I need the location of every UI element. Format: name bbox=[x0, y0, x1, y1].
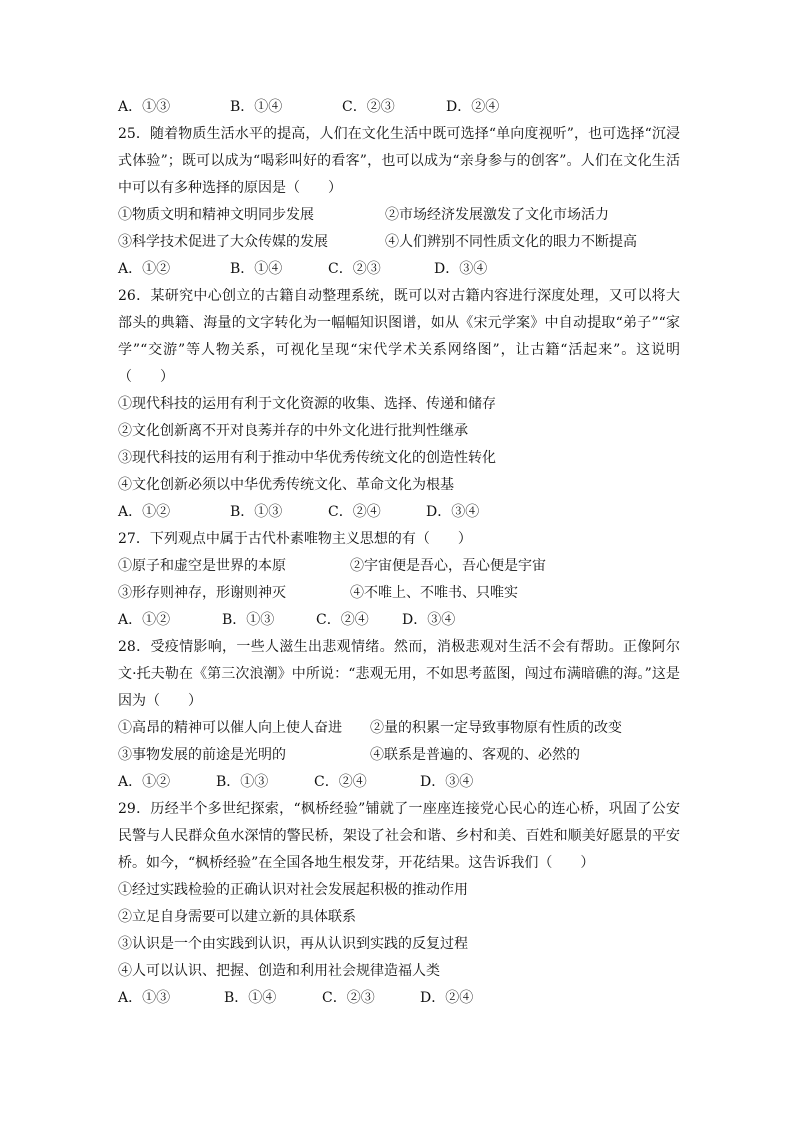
choice-b: B．①③ bbox=[230, 504, 283, 520]
options-row bbox=[118, 202, 680, 229]
choice-c: C．②④ bbox=[316, 612, 369, 628]
options-row bbox=[118, 742, 680, 769]
choice-b: B．①③ bbox=[222, 612, 275, 628]
option-3: ③事物发展的前途是光明的 bbox=[118, 747, 286, 763]
choice-a: A．①② bbox=[118, 261, 171, 277]
choice-d: D．③④ bbox=[420, 774, 474, 790]
question-stem: 25．随着物质生活水平的提高，人们在文化生活中既可选择“单向度视听”，也可选择“沉浸式体验”；既可以成为“喝彩叫好的看客”，也可以成为“亲身参与的创客”。人们在文化生活中可以有多种选择的原因是（ ） bbox=[118, 126, 680, 196]
choice-d: D．③④ bbox=[434, 261, 488, 277]
exam-page bbox=[118, 94, 680, 1012]
option-4: ④不唯上、不唯书、只唯实 bbox=[350, 585, 518, 601]
option-1: ①经过实践检验的正确认识对社会发展起积极的推动作用 bbox=[118, 882, 468, 898]
choice-c: C．②④ bbox=[314, 774, 367, 790]
question-29 bbox=[118, 796, 680, 1012]
answer-choices bbox=[118, 256, 680, 283]
options-row bbox=[118, 229, 680, 256]
choice-d: D．②④ bbox=[420, 990, 474, 1006]
options-row bbox=[118, 553, 680, 580]
answer-choices bbox=[118, 607, 680, 634]
question-26 bbox=[118, 283, 680, 526]
option-4: ④人可以认识、把握、创造和利用社会规律造福人类 bbox=[118, 963, 440, 979]
choice-a: A．①② bbox=[118, 774, 171, 790]
option-4: ④人们辨别不同性质文化的眼力不断提高 bbox=[385, 234, 637, 250]
answer-choices bbox=[118, 985, 680, 1012]
option-2: ②市场经济发展激发了文化市场活力 bbox=[385, 207, 609, 223]
choice-a: A．①③ bbox=[118, 990, 171, 1006]
answer-choices bbox=[118, 499, 680, 526]
q24-choices bbox=[118, 94, 680, 121]
option-2: ②宇宙便是吾心，吾心便是宇宙 bbox=[350, 558, 546, 574]
choice-b: B．①③ bbox=[216, 774, 269, 790]
question-27 bbox=[118, 526, 680, 634]
option-1: ①现代科技的运用有利于文化资源的收集、选择、传递和储存 bbox=[118, 396, 496, 412]
option-4: ④联系是普遍的、客观的、必然的 bbox=[370, 747, 580, 763]
option-2: ②量的积累一定导致事物原有性质的改变 bbox=[370, 720, 622, 736]
choice-c: C．②③ bbox=[342, 99, 395, 115]
choice-c: C．②④ bbox=[328, 504, 381, 520]
choice-b: B．①④ bbox=[230, 261, 283, 277]
choice-b: B．①④ bbox=[230, 99, 283, 115]
option-2: ②立足自身需要可以建立新的具体联系 bbox=[118, 909, 356, 925]
choice-b: B．①④ bbox=[224, 990, 277, 1006]
choice-d: D．③④ bbox=[426, 504, 480, 520]
question-stem: 26．某研究中心创立的古籍自动整理系统，既可以对古籍内容进行深度处理，又可以将大部头的典籍、海量的文字转化为一幅幅知识图谱，如从《宋元学案》中自动提取“弟子”“家学”“交游”等人物关系，可视化呈现“宋代学术关系网络图”，让古籍“活起来”。这说明（ ） bbox=[118, 288, 680, 385]
choice-a: A．①③ bbox=[118, 99, 171, 115]
question-28 bbox=[118, 634, 680, 796]
choice-a: A．①② bbox=[118, 504, 171, 520]
question-25 bbox=[118, 121, 680, 283]
option-1: ①高昂的精神可以催人向上使人奋进 bbox=[118, 720, 342, 736]
question-stem: 29．历经半个多世纪探索，“枫桥经验”铺就了一座座连接党心民心的连心桥，巩固了公安民警与人民群众鱼水深情的警民桥，架设了社会和谐、乡村和美、百姓和顺美好愿景的平安桥。如今，“枫桥经验”在全国各地生根发芽，开花结果。这告诉我们（ ） bbox=[118, 801, 680, 871]
choice-a: A．①② bbox=[118, 612, 171, 628]
option-3: ③现代科技的运用有利于推动中华优秀传统文化的创造性转化 bbox=[118, 450, 496, 466]
option-1: ①物质文明和精神文明同步发展 bbox=[118, 207, 314, 223]
option-3: ③认识是一个由实践到认识，再从认识到实践的反复过程 bbox=[118, 936, 468, 952]
option-3: ③形存则神存，形谢则神灭 bbox=[118, 585, 286, 601]
option-2: ②文化创新离不开对良莠并存的中外文化进行批判性继承 bbox=[118, 423, 468, 439]
options-row bbox=[118, 715, 680, 742]
option-4: ④文化创新必须以中华优秀传统文化、革命文化为根基 bbox=[118, 477, 454, 493]
option-1: ①原子和虚空是世界的本原 bbox=[118, 558, 286, 574]
question-stem: 27．下列观点中属于古代朴素唯物主义思想的有（ ） bbox=[118, 531, 472, 547]
answer-choices bbox=[118, 769, 680, 796]
option-3: ③科学技术促进了大众传媒的发展 bbox=[118, 234, 328, 250]
question-stem: 28．受疫情影响，一些人滋生出悲观情绪。然而，消极悲观对生活不会有帮助。正像阿尔文·托夫勒在《第三次浪潮》中所说：“悲观无用，不如思考蓝图，闯过布满暗礁的海。”这是因为（ ） bbox=[118, 639, 680, 709]
choice-d: D．②④ bbox=[446, 99, 500, 115]
choice-d: D．③④ bbox=[402, 612, 456, 628]
choice-c: C．②③ bbox=[328, 261, 381, 277]
options-row bbox=[118, 580, 680, 607]
choice-c: C．②③ bbox=[322, 990, 375, 1006]
